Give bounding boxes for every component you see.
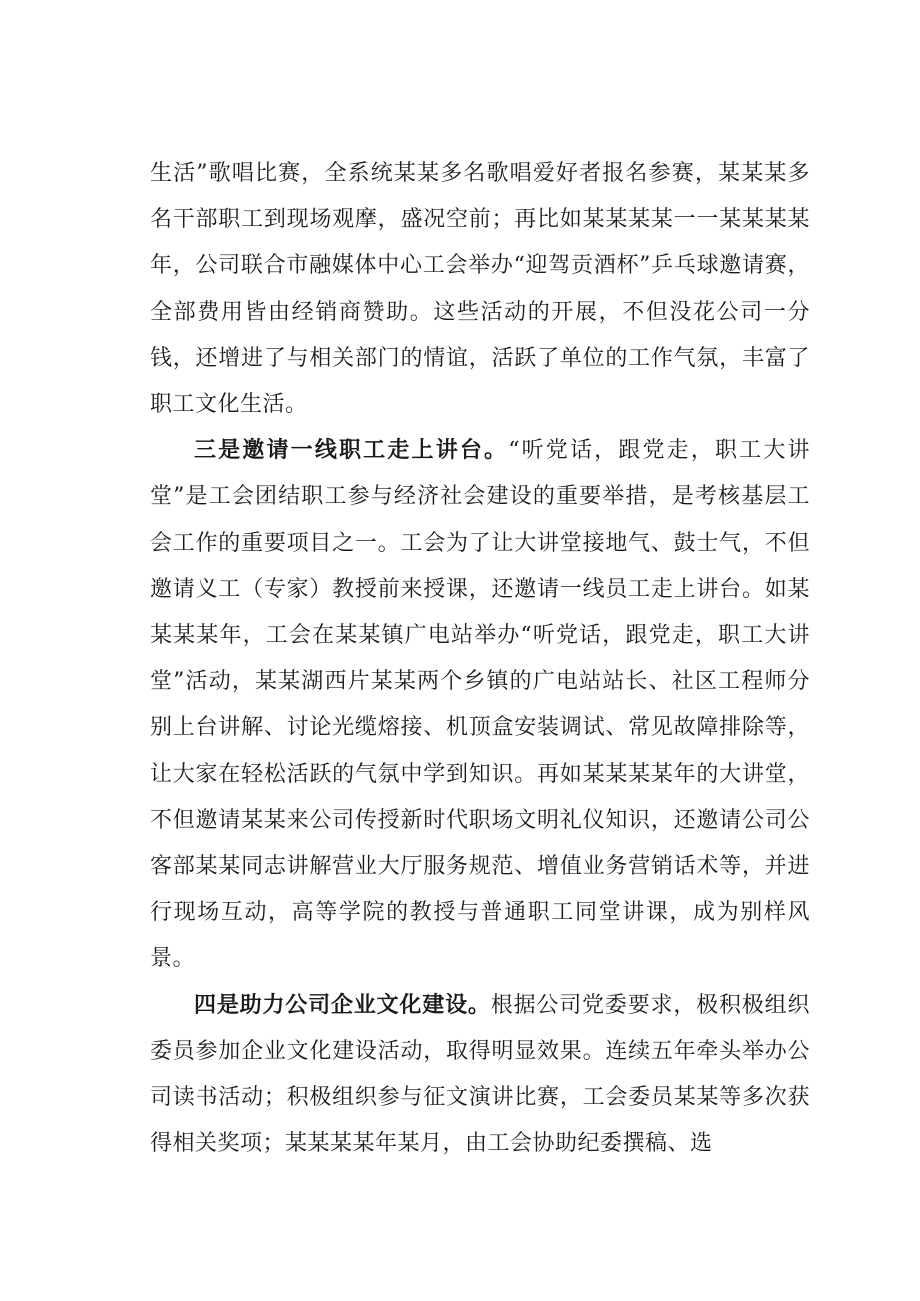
paragraph-item-three — [150, 428, 810, 982]
paragraph-item-four — [150, 983, 810, 1168]
body-text — [150, 151, 810, 1167]
paragraph-continuation — [150, 151, 810, 428]
paragraph-lead-heading: 四是助力公司企业文化建设。 — [194, 992, 491, 1018]
paragraph-body: 生活”歌唱比赛，全系统某某多名歌唱爱好者报名参赛，某某某多名干部职工到现场观摩，盛况空前；再比如某某某某一一某某某某年，公司联合市融媒体中心工会举办“迎驾贡酒杯”乒乓球邀请赛，全部费用皆由经销商赞助。这些活动的开展，不但没花公司一分钱，还增进了与相关部门的情谊，活跃了单位的工作气氛，丰富了职工文化生活。 — [150, 161, 810, 418]
paragraph-body: “听党话，跟党走，职工大讲堂”是工会团结职工参与经济社会建设的重要举措，是考核基层工会工作的重要项目之一。工会为了让大讲堂接地气、鼓士气，不但邀请义工（专家）教授前来授课，还邀请一线员工走上讲台。如某某某某年，工会在某某镇广电站举办“听党话，跟党走，职工大讲堂”活动，某某湖西片某某两个乡镇的广电站站长、社区工程师分别上台讲解、讨论光缆熔接、机顶盒安装调试、常见故障排除等，让大家在轻松活跃的气氛中学到知识。再如某某某某年的大讲堂，不但邀请某某来公司传授新时代职场文明礼仪知识，还邀请公司公客部某某同志讲解营业大厅服务规范、增值业务营销话术等，并进行现场互动，高等学院的教授与普通职工同堂讲课，成为别样风景。 — [150, 438, 810, 972]
paragraph-body: 根据公司党委要求，极积极组织委员参加企业文化建设活动，取得明显效果。连续五年牵头举办公司读书活动；积极组织参与征文演讲比赛，工会委员某某等多次获得相关奖项；某某某某年某月，由工会协助纪委撰稿、选 — [150, 992, 810, 1157]
paragraph-lead-heading: 三是邀请一线职工走上讲台。 — [194, 438, 509, 464]
